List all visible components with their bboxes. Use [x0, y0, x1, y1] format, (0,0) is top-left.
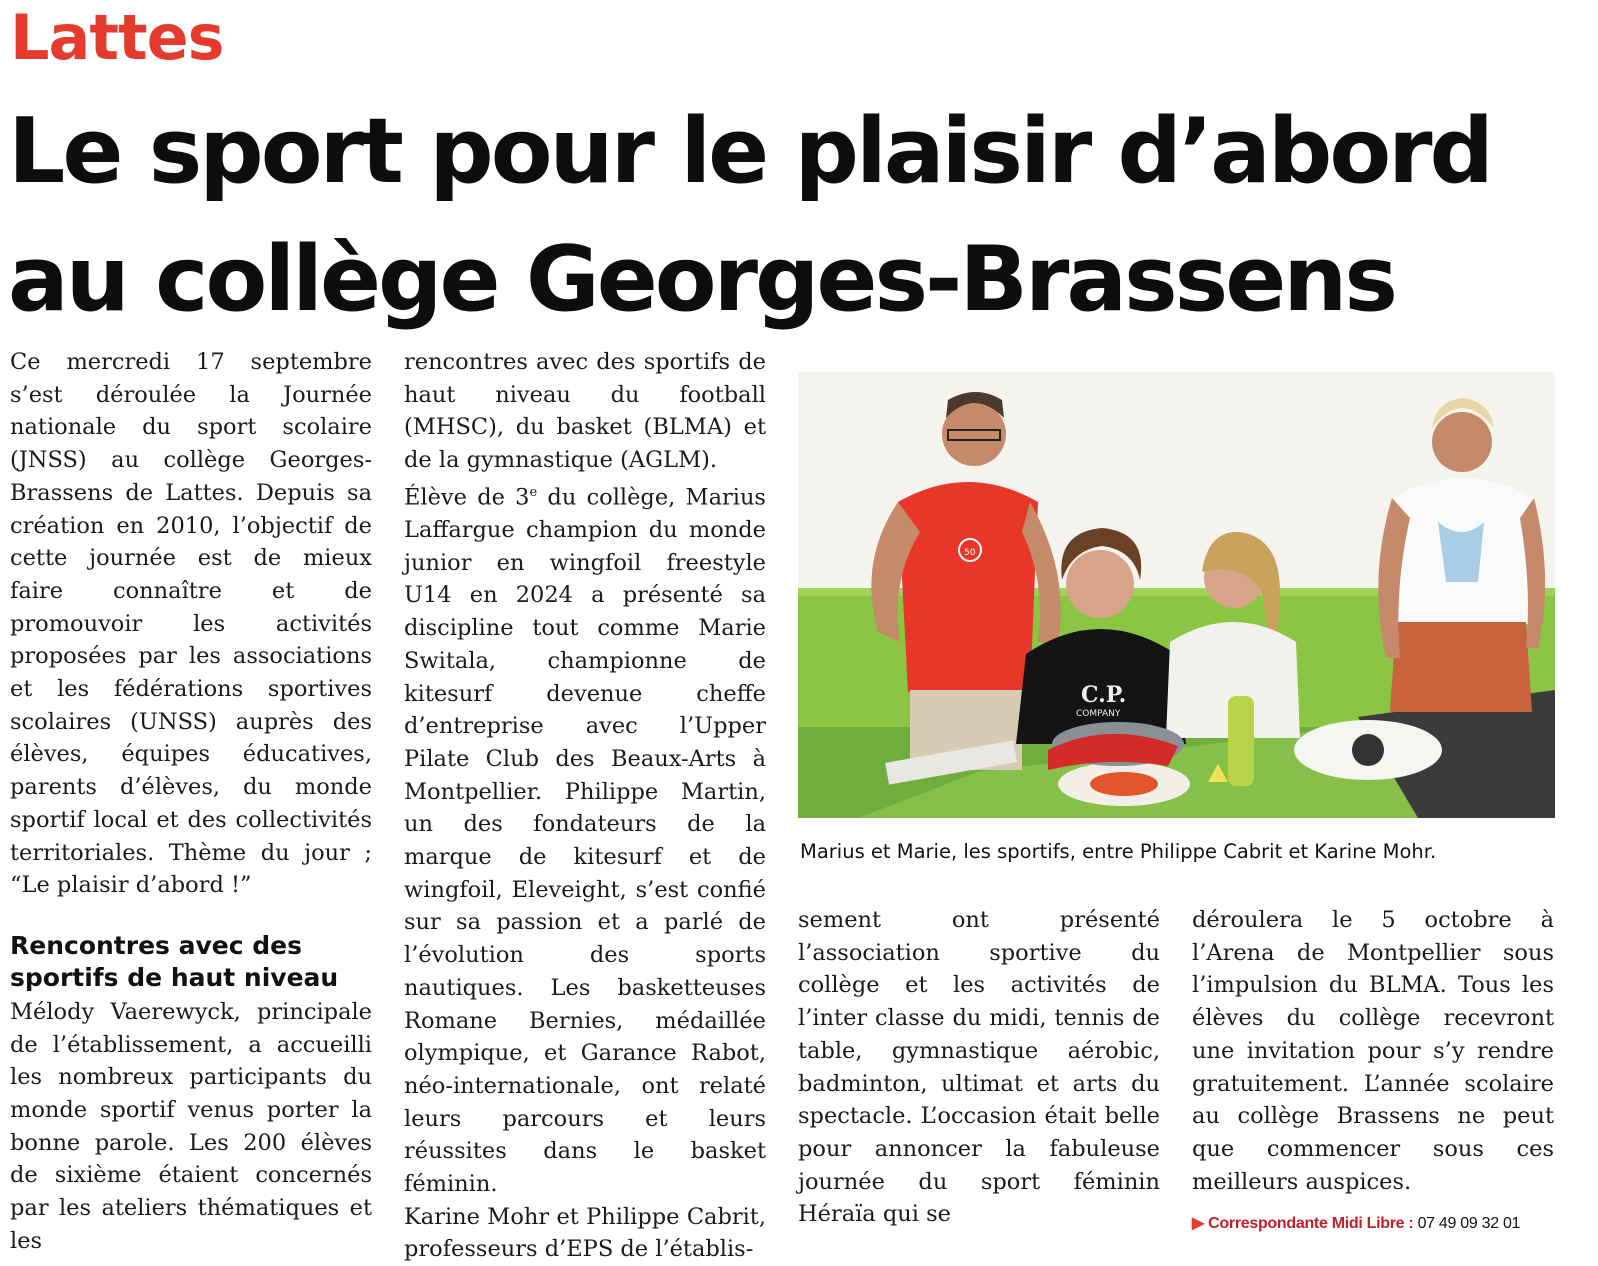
headline-line-2: au collège Georges-Brassens [8, 227, 1395, 332]
body-paragraph [404, 477, 766, 1201]
text-fragment: Élève de 3 [404, 484, 530, 511]
shirt-emblem: 50 [964, 548, 976, 558]
article-headline [8, 88, 1568, 344]
correspondent-label: Correspondante Midi Libre : [1208, 1215, 1414, 1233]
body-paragraph: déroulera le 5 octobre à l’Arena de Montpellier sous l’impulsion du BLMA. Tous les élèves du collège recevront une invitation pour s’y rendre gratuitement. L’année scolaire au collège Brassens ne peut que commencer sous ces meilleurs auspices. [1192, 907, 1554, 1195]
ordinal-superscript: e [529, 484, 538, 500]
article-column-1 [10, 346, 372, 1258]
shirt-logo: C.P. [1081, 682, 1127, 708]
article-column-2 [404, 346, 766, 1266]
article-photo [798, 372, 1555, 818]
correspondent-signature [1192, 1208, 1554, 1241]
article-subheading: Rencontres avec des sportifs de haut niveau [10, 930, 339, 992]
body-paragraph: rencontres avec des sportifs de haut niveau du football (MHSC), du basket (BLMA) et de la gymnastique (AGLM). [404, 349, 766, 474]
body-paragraph: sement ont présenté l’association sportive du collège et les activités de l’inter classe du midi, tennis de table, gymnastique aérobic, badminton, ultimat et arts du spectacle. L’occasion était belle pour annoncer la fabuleuse journée du sport féminin Héraïa qui se [798, 907, 1160, 1228]
body-paragraph: Karine Mohr et Philippe Cabrit, professeurs d’EPS de l’établis- [404, 1203, 766, 1263]
text-fragment: du collège, Marius Laffargue champion du monde junior en wingfoil freestyle U14 en 2024 a présenté sa discipline tout comme Marie Switala, championne de kitesurf devenue cheffe d’entreprise avec l’Upper Pilate Club des Beaux-Arts à Montpellier. Philippe Martin, un des fondateurs de la marque de kitesurf et de wingfoil, Eleveight, s’est confié sur sa passion et a parlé de l’évolution des sports nautiques. Les basketteuses Romane Bernies, médaillée olympique, et Garance Rabot, néo-internationale, ont relaté leurs parcours et leurs réussites dans le basket féminin. [404, 484, 766, 1198]
body-paragraph: Mélody Vaerewyck, principale de l’établissement, a accueilli les nombreux participants du monde sportif venus porter la bonne parole. Les 200 élèves de sixième étaient concernés par les ateliers thématiques et les [10, 998, 372, 1254]
section-kicker: Lattes [10, 1, 224, 74]
intro-paragraph: Ce mercredi 17 septembre s’est déroulée la Journée nationale du sport scolaire (JNSS) au collège Georges-Brassens de Lattes. Depuis sa création en 2010, l’objectif de cette journée est de mieux faire connaître et de promouvoir les activités proposées par les associations et les fédérations sportives scolaires (UNSS) auprès des élèves, équipes éducatives, parents d’élèves, du monde sportif local et des collectivités territoriales. Thème du jour ; “Le plaisir d’abord !” [10, 349, 372, 899]
photo-illustration [798, 372, 1555, 818]
article-column-4 [1192, 904, 1554, 1241]
triangle-bullet-icon: ▶ [1192, 1215, 1205, 1233]
photo-caption: Marius et Marie, les sportifs, entre Philippe Cabrit et Karine Mohr. [800, 840, 1437, 863]
headline-line-1: Le sport pour le plaisir d’abord [8, 99, 1491, 204]
shirt-logo-subtext: COMPANY [1076, 709, 1121, 719]
correspondent-phone: 07 49 09 32 01 [1417, 1215, 1521, 1233]
article-column-3 [798, 904, 1160, 1231]
